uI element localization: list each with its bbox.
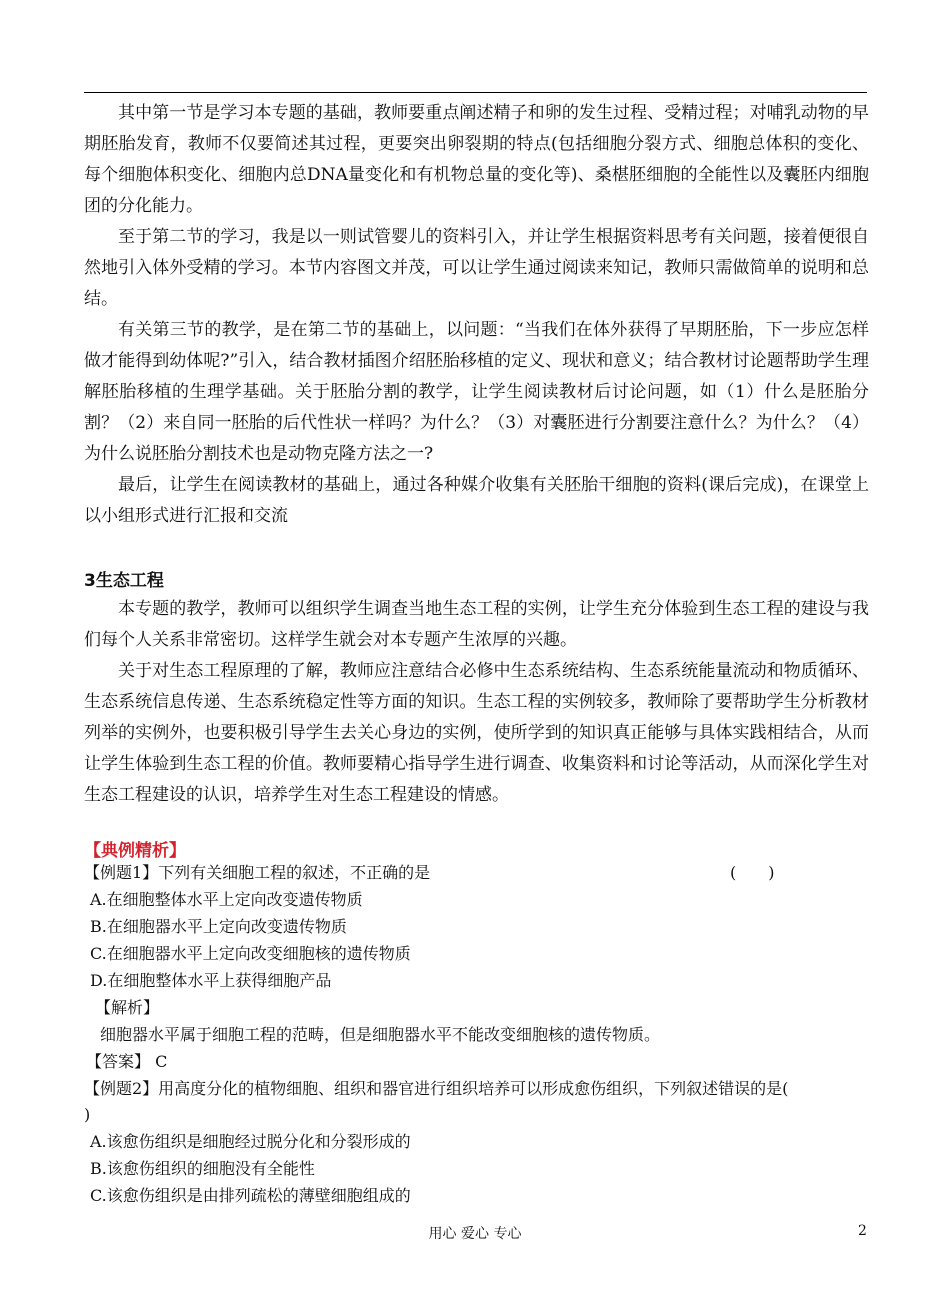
example2-option-c: C.该愈伤组织是由排列疏松的薄壁细胞组成的 xyxy=(90,1186,411,1205)
paragraph-section2: 至于第二节的学习，我是以一则试管婴儿的资料引入，并让学生根据资料思考有关问题，接着便很自然地引入体外受精的学习。本节内容图文并茂，可以让学生通过阅读来知记，教师只需做简单的说明和总结。 xyxy=(84,227,869,309)
footer-slogan: 用心 爱心 专心 xyxy=(428,1226,522,1242)
header-rule xyxy=(84,92,867,93)
page-number: 2 xyxy=(858,1223,867,1239)
example1-question: 【例题1】下列有关细胞工程的叙述，不正确的是 xyxy=(84,863,431,882)
example1-answer: 【答案】 C xyxy=(86,1052,168,1071)
section-heading-eco-engineering: 3生态工程 xyxy=(84,571,164,591)
example2-question-line1: 【例题2】用高度分化的植物细胞、组织和器官进行组织培养可以形成愈伤组织，下列叙述错误的是( xyxy=(84,1079,789,1098)
example2-option-a: A.该愈伤组织是细胞经过脱分化和分裂形成的 xyxy=(90,1132,411,1151)
paragraph-final: 最后，让学生在阅读教材的基础上，通过各种媒介收集有关胚胎干细胞的资料(课后完成)，在课堂上以小组形式进行汇报和交流 xyxy=(84,475,869,526)
example2-option-b: B.该愈伤组织的细胞没有全能性 xyxy=(90,1159,315,1178)
example1-option-d: D.在细胞整体水平上获得细胞产品 xyxy=(90,971,332,990)
example1-option-c: C.在细胞器水平上定向改变细胞核的遗传物质 xyxy=(90,944,411,963)
example-heading: 【典例精析】 xyxy=(84,841,186,861)
example1-analysis-label: 【解析】 xyxy=(95,998,160,1017)
paragraph-eco-2: 关于对生态工程原理的了解，教师应注意结合必修中生态系统结构、生态系统能量流动和物质循环、生态系统信息传递、生态系统稳定性等方面的知识。生态工程的实例较多，教师除了要帮助学生分析教材列举的实例外，也要积极引导学生去关心身边的实例，使所学到的知识真正能够与具体实践相结合，从而让学生体验到生态工程的价值。教师要精心指导学生进行调查、收集资料和讨论等活动，从而深化学生对生态工程建设的认识，培养学生对生态工程建设的情感。 xyxy=(84,661,869,805)
example2-question-line2: ) xyxy=(84,1105,91,1124)
paragraph-section1: 其中第一节是学习本专题的基础，教师要重点阐述精子和卵的发生过程、受精过程；对哺乳动物的早期胚胎发育，教师不仅要简述其过程，更要突出卵裂期的特点(包括细胞分裂方式、细胞总体积的变化、每个细胞体积变化、细胞内总DNA量变化和有机物总量的变化等)、桑椹胚细胞的全能性以及囊胚内细胞团的分化能力。 xyxy=(84,103,869,216)
example1-answer-paren: ( ) xyxy=(730,863,775,882)
paragraph-section3-teaching: 有关第三节的教学，是在第二节的基础上，以问题：“当我们在体外获得了早期胚胎，下一步应怎样做才能得到幼体呢?”引入，结合教材插图介绍胚胎移植的定义、现状和意义；结合教材讨论题帮助学生理解胚胎移植的生理学基础。关于胚胎分割的教学，让学生阅读教材后讨论问题，如（1）什么是胚胎分割？（2）来自同一胚胎的后代性状一样吗？为什么？（3）对囊胚进行分割要注意什么？为什么？（4）为什么说胚胎分割技术也是动物克隆方法之一? xyxy=(84,320,869,464)
example1-analysis-text: 细胞器水平属于细胞工程的范畴，但是细胞器水平不能改变细胞核的遗传物质。 xyxy=(100,1025,661,1044)
example1-option-b: B.在细胞器水平上定向改变遗传物质 xyxy=(90,917,347,936)
example1-option-a: A.在细胞整体水平上定向改变遗传物质 xyxy=(90,890,363,909)
paragraph-eco-1: 本专题的教学，教师可以组织学生调查当地生态工程的实例，让学生充分体验到生态工程的建设与我们每个人关系非常密切。这样学生就会对本专题产生浓厚的兴趣。 xyxy=(84,599,869,650)
